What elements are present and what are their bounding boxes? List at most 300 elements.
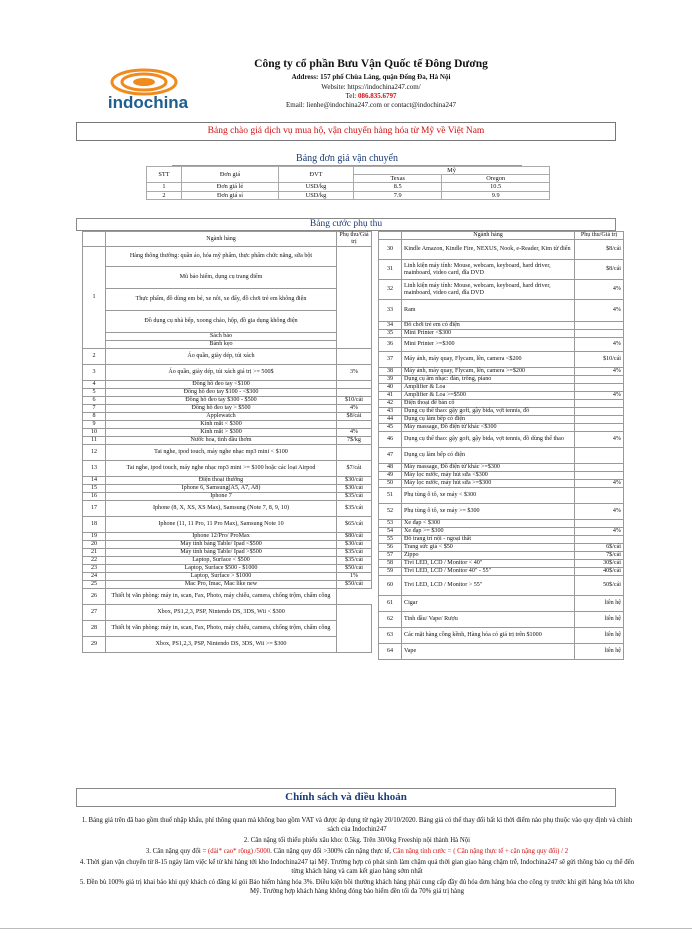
table-row xyxy=(379,612,624,628)
cell-stt: 55 xyxy=(379,536,402,544)
table-row xyxy=(83,381,372,389)
page-banner: Bảng chào giá dịch vụ mua hộ, vận chuyển hàng hóa từ Mỹ về Việt Nam xyxy=(76,122,616,141)
cell-fee: $65/cái xyxy=(337,517,372,533)
cell-category: Iphone 12/Pro/ ProMax xyxy=(106,533,337,541)
surcharge-table-left xyxy=(82,231,372,653)
table-row xyxy=(147,183,550,191)
tel-label: Tel: xyxy=(345,92,359,100)
cell-fee xyxy=(337,349,372,365)
cell-unit: USD/kg xyxy=(279,183,354,191)
cell-category: Vape xyxy=(402,644,575,660)
table-row xyxy=(83,573,372,581)
cell-stt: 25 xyxy=(83,581,106,589)
table-row xyxy=(83,413,372,421)
table-row xyxy=(83,605,372,621)
col-fee: Phụ thu/Giá trị xyxy=(337,232,372,247)
cell-fee xyxy=(337,389,372,397)
table-row xyxy=(379,480,624,488)
cell-category: Amplifier & Loa >=$500 xyxy=(402,392,575,400)
table-row xyxy=(379,408,624,416)
cell-fee: 4% xyxy=(575,392,624,400)
cell-fee: liên hệ xyxy=(575,628,624,644)
cell-category: Máy tính bảng Table/ Ipad <$500 xyxy=(106,541,337,549)
cell-category: Máy massage, Đồ điện tử khác <$300 xyxy=(402,424,575,432)
table-row xyxy=(83,341,372,349)
table-row xyxy=(379,376,624,384)
price-table xyxy=(146,166,550,200)
cell-stt: 47 xyxy=(379,448,402,464)
cell-stt: 27 xyxy=(83,605,106,621)
cell-stt: 15 xyxy=(83,485,106,493)
cell-category: Mũ bảo hiểm, dụng cụ trang điểm xyxy=(106,267,337,289)
logo-wordmark: indochina xyxy=(107,93,189,112)
table-row xyxy=(83,247,372,267)
cell-stt: 11 xyxy=(83,437,106,445)
table-row xyxy=(379,424,624,432)
company-name: Công ty cổ phần Bưu Vận Quốc tế Đông Dương xyxy=(254,58,488,70)
col-category: Ngành hàng xyxy=(402,232,575,240)
cell-stt: 4 xyxy=(83,381,106,389)
cell-fee: 4% xyxy=(337,405,372,413)
table-row xyxy=(83,485,372,493)
cell-stt: 34 xyxy=(379,322,402,330)
table-row xyxy=(379,544,624,552)
cell-category: Máy ảnh, máy quay, Flycam, lên, camera <$200 xyxy=(402,352,575,368)
table-row xyxy=(83,437,372,445)
cell-fee xyxy=(337,445,372,461)
table-row xyxy=(83,541,372,549)
cell-stt: 17 xyxy=(83,501,106,517)
surcharge-table-right xyxy=(378,231,624,660)
table-row xyxy=(83,533,372,541)
cell-category: Kính mắt > $300 xyxy=(106,429,337,437)
cell-fee: 6$/cái xyxy=(575,544,624,552)
cell-category: Iphone 7 xyxy=(106,493,337,501)
cell-category: Xbox, PS1,2,3, PSP, Nintendo DS, 3DS, Wii >= $300 xyxy=(106,637,337,653)
cell-category: Nước hoa, tinh dầu thơm xyxy=(106,437,337,445)
cell-fee: 4% xyxy=(575,300,624,322)
cell-category: Tivi LED, LCD / Monitor < 40" xyxy=(402,560,575,568)
cell-category: Xe đạp < $300 xyxy=(402,520,575,528)
table-row xyxy=(379,560,624,568)
cell-fee xyxy=(575,520,624,528)
cell-category: Đồ trang trí nội - ngoại thất xyxy=(402,536,575,544)
policy-item-1: 1. Bảng giá trên đã bao gồm thuế nhập khẩu, phí thông quan mà không bao gồm VAT và được áp dụng từ ngày 20/10/2020. Bảng giá có thể thay đổi bất kì thời điểm nào phụ thuộc vào quy định và chính sách của Indochin247 xyxy=(81,817,633,833)
cell-fee: 50$/cái xyxy=(575,576,624,596)
cell-category: Dụng cụ làm bếp có điện xyxy=(402,448,575,464)
cell-stt: 21 xyxy=(83,549,106,557)
policy-3d: Cân nặng tính cước = ( Cân nặng thực tế + cân nặng quy đổi) / 2 xyxy=(392,848,569,855)
table-row xyxy=(83,311,372,333)
cell-category: Kính mắt < $300 xyxy=(106,421,337,429)
table-row xyxy=(83,581,372,589)
cell-fee: $35/cái xyxy=(337,493,372,501)
cell-category: Kindle Amazon, Kindle Fire, NEXUS, Nook, e-Reader, Kim từ điển xyxy=(402,240,575,260)
cell-fee xyxy=(337,247,372,349)
table-row xyxy=(83,349,372,365)
cell-stt: 45 xyxy=(379,424,402,432)
table-row xyxy=(379,472,624,480)
cell-category: Sách báo xyxy=(106,333,337,341)
cell-category: Trang sức giá < $50 xyxy=(402,544,575,552)
cell-category: Dụng cụ làm bếp có điện xyxy=(402,416,575,424)
col-stt: STT xyxy=(147,167,182,183)
policy-3b: (dài* cao* rộng) /5000 xyxy=(208,848,271,855)
table-row xyxy=(379,552,624,560)
cell-category: Đồ chơi trẻ em có điện xyxy=(402,322,575,330)
table-row xyxy=(83,477,372,485)
table-row xyxy=(379,448,624,464)
cell-stt: 24 xyxy=(83,573,106,581)
cell-category: Mini Printer <$300 xyxy=(402,330,575,338)
cell-category: Đồng hồ đeo tay > $500 xyxy=(106,405,337,413)
cell-stt: 48 xyxy=(379,464,402,472)
cell-stt: 49 xyxy=(379,472,402,480)
cell-stt: 26 xyxy=(83,589,106,605)
tel-number[interactable]: 086.835.6797 xyxy=(358,92,397,100)
table-row xyxy=(83,565,372,573)
cell-fee: $30/cái xyxy=(337,485,372,493)
cell-fee xyxy=(575,416,624,424)
cell-texas: 7.9 xyxy=(354,191,442,199)
cell-category: Laptop, Surface $500 - $1000 xyxy=(106,565,337,573)
cell-category: Đồ dụng cụ nhà bếp, xoong chảo, hộp, đồ gia dụng không điện xyxy=(106,311,337,333)
cell-fee: 4% xyxy=(575,432,624,448)
col-oregon: Oregon xyxy=(442,175,550,183)
cell-fee: $35/cái xyxy=(337,501,372,517)
cell-category: Cigar xyxy=(402,596,575,612)
table-row xyxy=(379,392,624,400)
cell-category: Đồng hồ đeo tay $100 - <$300 xyxy=(106,389,337,397)
cell-category: Tivi LED, LCD / Monitor 40" - 55" xyxy=(402,568,575,576)
cell-oregon: 9.9 xyxy=(442,191,550,199)
cell-stt: 3 xyxy=(83,365,106,381)
cell-category: Máy massage, Đồ điện tử khác >=$300 xyxy=(402,464,575,472)
cell-stt: 37 xyxy=(379,352,402,368)
cell-category: Linh kiện máy tính: Mouse, webcam, keyboard, hard driver, mainboard, video card, đĩa DVD xyxy=(402,260,575,280)
cell-stt: 64 xyxy=(379,644,402,660)
cell-category: Mini Printer >=$300 xyxy=(402,338,575,352)
cell-fee: $35/cái xyxy=(337,549,372,557)
cell-fee xyxy=(337,381,372,389)
cell-stt: 43 xyxy=(379,408,402,416)
cell-fee xyxy=(575,424,624,432)
cell-stt: 53 xyxy=(379,520,402,528)
table-row xyxy=(83,461,372,477)
table-row xyxy=(379,536,624,544)
cell-stt: 52 xyxy=(379,504,402,520)
cell-stt: 38 xyxy=(379,368,402,376)
table-row xyxy=(83,557,372,565)
cell-stt: 42 xyxy=(379,400,402,408)
cell-fee: liên hệ xyxy=(575,596,624,612)
cell-stt: 1 xyxy=(83,247,106,349)
cell-category: Thiết bị văn phòng: máy in, scan, Fax, Photo, máy chiếu, camera, chống trộm, chấm công xyxy=(106,621,337,637)
col-us: Mỹ xyxy=(354,167,550,175)
col-stt xyxy=(379,232,402,240)
website-link[interactable]: https://indochina247.com/ xyxy=(347,83,421,91)
cell-stt: 28 xyxy=(83,621,106,637)
cell-category: Tai nghe, ipod touch, máy nghe nhạc mp3 mini < $100 xyxy=(106,445,337,461)
cell-fee: 4% xyxy=(575,368,624,376)
logo-swoosh-inner xyxy=(133,78,155,86)
cell-fee: 4% xyxy=(575,528,624,536)
table-row xyxy=(83,389,372,397)
cell-stt: 9 xyxy=(83,421,106,429)
cell-category: Applewatch xyxy=(106,413,337,421)
cell-stt: 60 xyxy=(379,576,402,596)
cell-stt: 33 xyxy=(379,300,402,322)
cell-stt: 18 xyxy=(83,517,106,533)
cell-fee xyxy=(575,376,624,384)
cell-fee: 40$/cái xyxy=(575,568,624,576)
cell-category: Ram xyxy=(402,300,575,322)
cell-category: Máy lọc nước, máy hút sữa >=$300 xyxy=(402,480,575,488)
cell-fee: 4% xyxy=(575,504,624,520)
cell-category: Iphone 6, Samsung(A5, A7, A8) xyxy=(106,485,337,493)
cell-stt: 30 xyxy=(379,240,402,260)
policy-item-2: 2. Cân nặng tối thiểu phiếu xâu kho: 0.5kg. Trên 30/0kg Freeship nội thành Hà Nội xyxy=(243,837,471,844)
cell-category: Máy lọc nước, máy hút sữa <$300 xyxy=(402,472,575,480)
table-row xyxy=(379,416,624,424)
cell-stt: 51 xyxy=(379,488,402,504)
cell-stt: 6 xyxy=(83,397,106,405)
cell-category: Bánh kẹo xyxy=(106,341,337,349)
cell-stt: 63 xyxy=(379,628,402,644)
table-row xyxy=(83,637,372,653)
company-address: Address: 157 phố Chùa Láng, quận Đống Đa, Hà Nội xyxy=(291,73,451,81)
col-category: Ngành hàng xyxy=(106,232,337,247)
cell-fee: 7$/kg xyxy=(337,437,372,445)
cell-name: Đơn giá lẻ xyxy=(182,183,279,191)
policy-item-3 xyxy=(76,847,638,856)
cell-fee: 4% xyxy=(337,429,372,437)
table-row xyxy=(379,520,624,528)
table-row xyxy=(379,576,624,596)
table-row xyxy=(83,397,372,405)
cell-fee: $35/cái xyxy=(337,557,372,565)
cell-stt: 1 xyxy=(147,183,182,191)
cell-category: Tivi LED, LCD / Monitor > 55" xyxy=(402,576,575,596)
table-row xyxy=(379,464,624,472)
table-row xyxy=(83,267,372,289)
cell-stt: 2 xyxy=(147,191,182,199)
policy-3c: . Cân nặng quy đổi >300% cân nặng thực tế, xyxy=(270,848,393,855)
table-row xyxy=(83,405,372,413)
table-row xyxy=(83,517,372,533)
cell-category: Zippo xyxy=(402,552,575,560)
cell-fee: $8/cái xyxy=(575,240,624,260)
cell-category: Linh kiện máy tính: Mouse, webcam, keyboard, hard driver, mainboard, video card, đĩa DVD xyxy=(402,280,575,300)
cell-stt: 61 xyxy=(379,596,402,612)
cell-fee: $50/cái xyxy=(337,565,372,573)
table-row xyxy=(83,445,372,461)
cell-category: Điện thoại để bàn cố xyxy=(402,400,575,408)
cell-stt: 14 xyxy=(83,477,106,485)
cell-fee: 3% xyxy=(337,365,372,381)
table-row xyxy=(83,333,372,341)
cell-fee: liên hệ xyxy=(575,612,624,628)
col-stt xyxy=(83,232,106,247)
cell-fee: 7$/cái xyxy=(575,552,624,560)
cell-fee: $30/cái xyxy=(337,477,372,485)
cell-fee: $8/cái xyxy=(337,413,372,421)
cell-oregon: 10.5 xyxy=(442,183,550,191)
cell-stt: 31 xyxy=(379,260,402,280)
policy-text xyxy=(76,816,638,898)
table-row xyxy=(379,432,624,448)
cell-category: Tai nghe, ipod touch, máy nghe nhạc mp3 mini >= $100 hoặc các loại Airpod xyxy=(106,461,337,477)
surcharge-left-body xyxy=(83,247,372,653)
cell-fee: 4% xyxy=(575,280,624,300)
cell-stt: 32 xyxy=(379,280,402,300)
table-row xyxy=(379,384,624,392)
surcharge-right-body xyxy=(379,240,624,660)
cell-stt: 13 xyxy=(83,461,106,477)
cell-fee: $10/cái xyxy=(337,397,372,405)
cell-stt: 10 xyxy=(83,429,106,437)
cell-category: Mac Pro, Imac, Mac like new xyxy=(106,581,337,589)
cell-fee: 4% xyxy=(575,480,624,488)
cell-category: Amplifier & Loa xyxy=(402,384,575,392)
table-row xyxy=(83,621,372,637)
cell-category: Xe đạp >= $300 xyxy=(402,528,575,536)
cell-fee: $8/cái xyxy=(575,260,624,280)
table-row xyxy=(379,300,624,322)
cell-category: Máy tính bảng Table/ Ipad >$500 xyxy=(106,549,337,557)
cell-stt: 16 xyxy=(83,493,106,501)
table-row xyxy=(379,628,624,644)
cell-stt: 8 xyxy=(83,413,106,421)
cell-stt: 22 xyxy=(83,557,106,565)
cell-fee: $10/cái xyxy=(575,352,624,368)
table-row xyxy=(83,589,372,605)
cell-category: Laptop, Surface < $500 xyxy=(106,557,337,565)
cell-fee: $7/cái xyxy=(337,461,372,477)
cell-stt: 20 xyxy=(83,541,106,549)
table-row xyxy=(379,644,624,660)
cell-category: Phụ tùng ô tô, xe máy < $300 xyxy=(402,488,575,504)
policy-item-4: 4. Thời gian vận chuyển từ 8-15 ngày làm việc kể từ khi hàng tới kho Indochina247 tại Mỹ. Trường hợp có phát sinh làm chậm quá thời gian giao hàng chậm trễ, Indochina247 sẽ gửi thông báo cụ thể đến từng khách hàng và cam kết giao hàng sớm nhất xyxy=(79,859,635,875)
cell-texas: 8.5 xyxy=(354,183,442,191)
table-row xyxy=(379,488,624,504)
table-row xyxy=(83,493,372,501)
cell-stt: 2 xyxy=(83,349,106,365)
cell-category: Áo quần, giày dép, túi xách giá trị >= 500$ xyxy=(106,365,337,381)
cell-stt: 12 xyxy=(83,445,106,461)
cell-category: Hàng thông thường: quần áo, hóa mỹ phẩm, thực phẩm chức năng, sữa bột xyxy=(106,247,337,267)
cell-stt: 54 xyxy=(379,528,402,536)
table-row xyxy=(83,289,372,311)
cell-stt: 58 xyxy=(379,560,402,568)
col-texas: Texas xyxy=(354,175,442,183)
website-label: Website: xyxy=(321,83,348,91)
policy-3a: 3. Cân nặng quy đổi = xyxy=(145,848,209,855)
table-row xyxy=(83,549,372,557)
table-row xyxy=(379,504,624,520)
cell-fee xyxy=(575,400,624,408)
policy-item-5: 5. Đền bù 100% giá trị khai báo khi quý khách có đăng kí gói Bảo hiểm hàng hóa 3%. Điều kiện bồi thường khách hàng phải cung cấp đầy đủ hóa đơn hàng hóa cho công ty trước khi gửi hàng hóa tới kho Mỹ. Trường hợp khách hàng không đóng bảo hiểm đền tối đa 70% giá trị hàng xyxy=(79,879,635,895)
cell-fee xyxy=(337,605,372,653)
cell-category: Dụng cụ thể thao: gậy goft, gậy bida, vợt tennis, đồ xyxy=(402,408,575,416)
cell-fee xyxy=(575,330,624,338)
cell-stt: 40 xyxy=(379,384,402,392)
cell-category: Áo quần, giày dép, túi xách xyxy=(106,349,337,365)
table-row xyxy=(83,365,372,381)
cell-category: Xbox, PS1,2,3, PSP, Nintendo DS, 3DS, Wii < $300 xyxy=(106,605,337,621)
cell-fee: $50/cái xyxy=(337,581,372,589)
cell-category: Iphone (8, X, XS, XS Max), Samsung (Note 7, 8, 9, 10) xyxy=(106,501,337,517)
cell-category: Điện thoại thường xyxy=(106,477,337,485)
company-email: Email: lienhe@indochina247.com or contact@indochina247 xyxy=(286,101,456,109)
cell-fee xyxy=(575,384,624,392)
table-row xyxy=(379,596,624,612)
table-row xyxy=(379,280,624,300)
table-row xyxy=(379,322,624,330)
table-row xyxy=(379,400,624,408)
cell-category: Máy ảnh, máy quay, Flycam, lên, camera >=$200 xyxy=(402,368,575,376)
cell-category: Dụng cụ âm nhạc: đàn, trống, piano xyxy=(402,376,575,384)
col-unit-price: Đơn giá xyxy=(182,167,279,183)
cell-fee: $30/cái xyxy=(337,541,372,549)
col-unit: ĐVT xyxy=(279,167,354,183)
table-row xyxy=(147,191,550,199)
cell-stt: 50 xyxy=(379,480,402,488)
cell-stt: 57 xyxy=(379,552,402,560)
cell-stt: 59 xyxy=(379,568,402,576)
table-row xyxy=(379,260,624,280)
page-bottom-rule xyxy=(0,928,692,929)
table-row xyxy=(379,338,624,352)
table-row xyxy=(379,330,624,338)
price-table-title: Bảng đơn giá vận chuyển xyxy=(172,153,522,166)
indochina-logo xyxy=(104,62,194,114)
table-row xyxy=(379,368,624,376)
cell-stt: 62 xyxy=(379,612,402,628)
table-row xyxy=(379,240,624,260)
cell-stt: 41 xyxy=(379,392,402,400)
cell-fee xyxy=(575,536,624,544)
table-row xyxy=(379,352,624,368)
cell-stt: 39 xyxy=(379,376,402,384)
cell-fee xyxy=(575,322,624,330)
cell-stt: 56 xyxy=(379,544,402,552)
cell-fee xyxy=(575,488,624,504)
cell-name: Đơn giá sỉ xyxy=(182,191,279,199)
cell-category: Các mặt hàng cồng kềnh, Hàng hóa có giá trị trên $1000 xyxy=(402,628,575,644)
table-row xyxy=(379,528,624,536)
cell-stt: 35 xyxy=(379,330,402,338)
cell-category: Dụng cụ thể thao: gậy goft, gậy bida, vợt tennis, đồ dùng thể thao xyxy=(402,432,575,448)
cell-stt: 36 xyxy=(379,338,402,352)
cell-category: Phụ tùng ô tô, xe máy >= $300 xyxy=(402,504,575,520)
cell-stt: 44 xyxy=(379,416,402,424)
table-row xyxy=(83,429,372,437)
cell-category: Tinh dầu/ Vape/ Rượu xyxy=(402,612,575,628)
cell-fee: 1% xyxy=(337,573,372,581)
cell-fee: liên hệ xyxy=(575,644,624,660)
cell-stt: 19 xyxy=(83,533,106,541)
cell-fee xyxy=(575,472,624,480)
cell-fee: $80/cái xyxy=(337,533,372,541)
cell-category: Iphone (11, 11 Pro, 11 Pro Max), Samsung Note 10 xyxy=(106,517,337,533)
policy-title: Chính sách và điều khoản xyxy=(76,788,616,807)
cell-unit: USD/kg xyxy=(279,191,354,199)
cell-category: Thực phẩm, đồ dùng em bé, xe nôi, xe đẩy, đồ chơi trẻ em không điện xyxy=(106,289,337,311)
cell-stt: 29 xyxy=(83,637,106,653)
surcharge-title: Bảng cước phụ thu xyxy=(76,218,616,231)
table-row xyxy=(83,421,372,429)
